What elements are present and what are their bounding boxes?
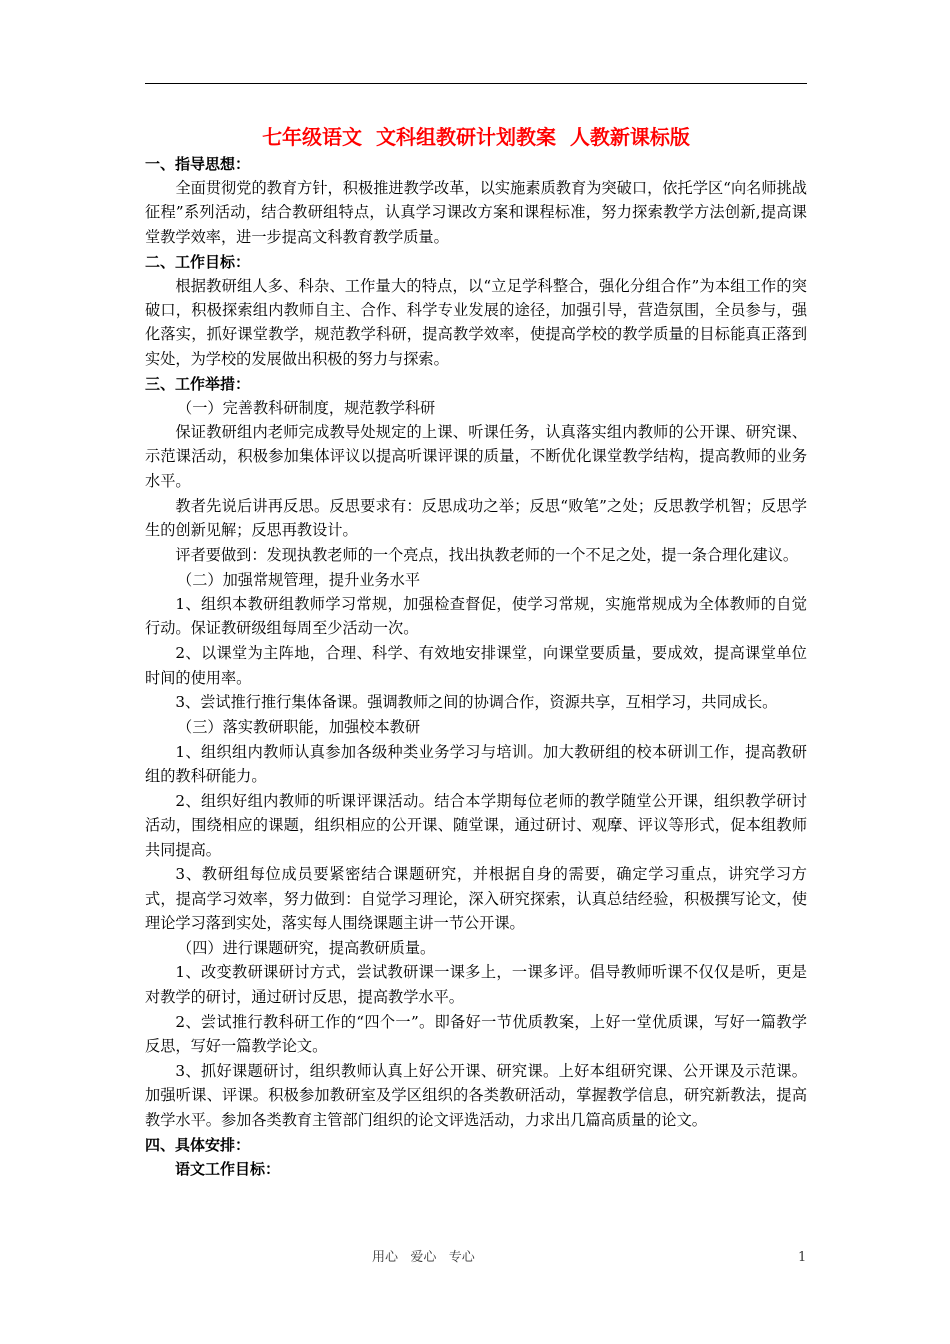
subsection-heading: （一）完善教科研制度，规范教学科研 — [177, 398, 436, 417]
paragraph: 3、尝试推行推行集体备课。强调教师之间的协调合作，资源共享，互相学习，共同成长。 — [175, 693, 778, 712]
paragraph: 2、组织好组内教师的听课评课活动。结合本学期每位老师的教学随堂公开课，组织教学研讨活动，围绕相应的课题，组织相应的公开课、随堂课，通过研讨、观摩、评议等形式，促本组教师共同提高。 — [145, 791, 807, 859]
subsection-heading-chinese-goals: 语文工作目标： — [175, 1159, 281, 1178]
paragraph: 2、以课堂为主阵地，合理、科学、有效地安排课堂，向课堂要质量，要成效，提高课堂单位时间的使用率。 — [145, 644, 807, 687]
paragraph: 评者要做到：发现执教老师的一个亮点，找出执教老师的一个不足之处，提一条合理化建议。 — [175, 545, 799, 564]
paragraph: 3、教研组每位成员要紧密结合课题研究，并根据自身的需要，确定学习重点，讲究学习方式，提高学习效率，努力做到：自觉学习理论，深入研究探索，认真总结经验，积极撰写论文，使理论学习落到实处，落实每人围绕课题主讲一节公开课。 — [145, 865, 807, 933]
paragraph: 1、组织本教研组教师学习常规，加强检查督促，使学习常规，实施常规成为全体教师的自觉行动。保证教研级组每周至少活动一次。 — [145, 595, 807, 638]
subsection-heading: （二）加强常规管理，提升业务水平 — [177, 570, 420, 589]
subsection-heading: （四）进行课题研究，提高教研质量。 — [177, 939, 436, 958]
paragraph: 根据教研组人多、科杂、工作量大的特点，以“立足学科整合，强化分组合作”为本组工作的突破口，积极探索组内教师自主、合作、科学专业发展的途径，加强引导，营造氛围，全员参与，强化落实，抓好课堂教学，规范教学科研，提高教学效率，使提高学校的教学质量的目标能真正落到实处，为学校的发展做出积极的努力与探索。 — [145, 276, 807, 368]
paragraph: 1、组织组内教师认真参加各级种类业务学习与培训。加大教研组的校本研训工作，提高教研组的教科研能力。 — [145, 742, 807, 786]
section-heading-arrangements: 四、具体安排： — [145, 1135, 251, 1154]
section-heading-guiding-ideas: 一、指导思想： — [145, 155, 251, 173]
paragraph: 1、改变教研课研讨方式，尝试教研课一课多上，一课多评。倡导教师听课不仅仅是听，更是对教学的研讨，通过研讨反思，提高教学水平。 — [145, 963, 807, 1006]
page-number: 1 — [798, 1250, 807, 1265]
footer-motto: 用心 爱心 专心 — [372, 1250, 475, 1265]
document-body — [145, 122, 807, 1181]
paragraph: 保证教研组内老师完成教导处规定的上课、听课任务，认真落实组内教师的公开课、研究课、示范课活动，积极参加集体评议以提高听课评课的质量，不断优化课堂教学结构，提高教师的业务水平。 — [145, 423, 807, 490]
paragraph: 2、尝试推行教科研工作的“四个一”。即备好一节优质教案，上好一堂优质课，写好一篇教学反思，写好一篇教学论文。 — [145, 1012, 807, 1056]
subsection-heading: （三）落实教研职能，加强校本教研 — [177, 718, 420, 737]
header-rule — [145, 83, 807, 84]
paragraph: 3、抓好课题研讨，组织教师认真上好公开课、研究课。上好本组研究课、公开课及示范课。加强听课、评课。积极参加教研室及学区组织的各类教研活动，掌握教学信息，研究新教法，提高教学水平。参加各类教育主管部门组织的论文评选活动，力求出几篇高质量的论文。 — [145, 1061, 807, 1129]
paragraph: 全面贯彻党的教育方针，积极推进教学改革，以实施素质教育为突破口，依托学区“向名师挑战征程”系列活动，结合教研组特点，认真学习课改方案和课程标准，努力探索教学方法创新,提高课堂教学效率，进一步提高文科教育教学质量。 — [145, 179, 807, 246]
section-heading-work-goals: 二、工作目标： — [145, 252, 251, 271]
paragraph: 教者先说后讲再反思。反思要求有：反思成功之举；反思“败笔”之处；反思教学机智；反思学生的创新见解；反思再教设计。 — [145, 496, 807, 540]
section-heading-work-measures: 三、工作举措： — [145, 374, 251, 393]
document-title: 七年级语文 文科组教研计划教案 人教新课标版 — [262, 125, 690, 149]
